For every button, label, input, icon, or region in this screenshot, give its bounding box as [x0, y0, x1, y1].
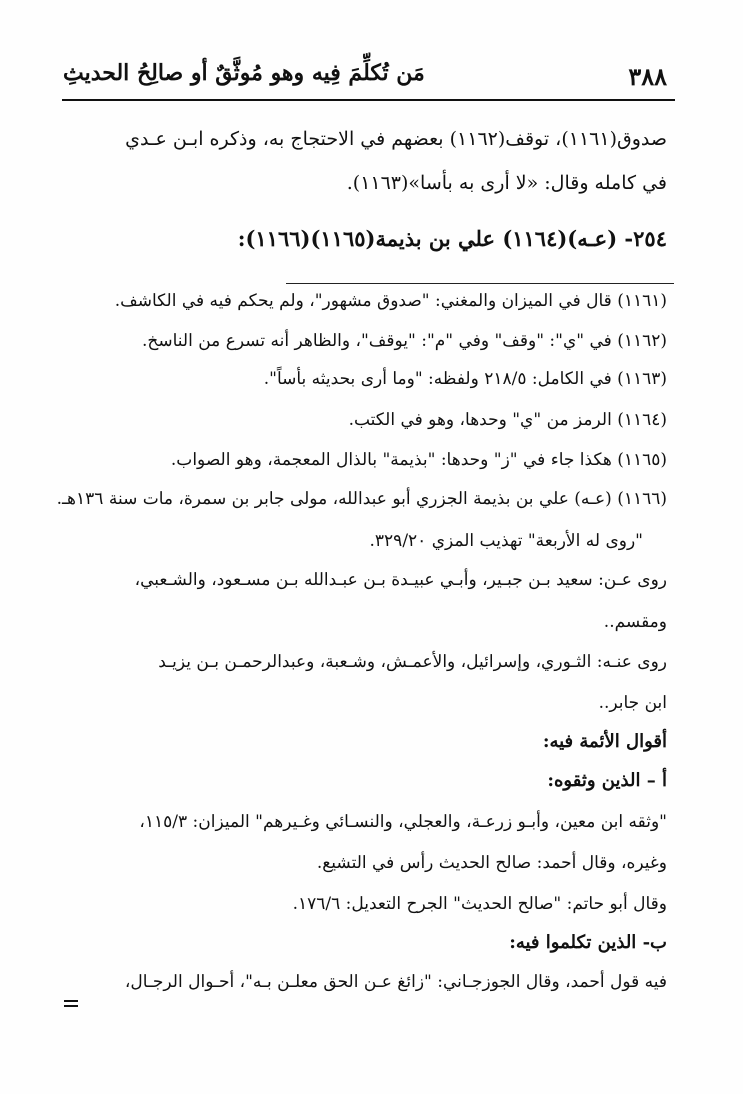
- footnote-1163: (١١٦٣) في الكامل: ٢١٨/٥ ولفظه: "وما أرى بحديثه بأساً".: [263, 369, 667, 389]
- footnote-1161: (١١٦١) قال في الميزان والمغني: "صدوق مشهور"، ولم يحكم فيه في الكاشف.: [114, 291, 667, 311]
- entry-heading: ٢٥٤- (عـه)(١١٦٤) علي بن بذيمة(١١٦٥)(١١٦٦):: [237, 226, 667, 251]
- running-title: مَن تُكلِّمَ فِيه وهو مُوثَّقٌ أو صالِحُ الحديثِ: [63, 60, 425, 86]
- footnote-separator: [286, 283, 674, 284]
- footnote-line: "وثقه ابن معين، وأبـو زرعـة، والعجلي، والنسـائي وغـيرهم" الميزان: ١١٥/٣،: [139, 812, 667, 832]
- footnote-1165: (١١٦٥) هكذا جاء في "ز" وحدها: "بذيمة" بالذال المعجمة، وهو الصواب.: [170, 450, 667, 470]
- body-line-2: في كامله وقال: «لا أرى به بأسا»(١١٦٣).: [346, 172, 667, 194]
- continuation-mark: [64, 1000, 78, 1010]
- footnote-line: ابن جابر..: [598, 693, 667, 713]
- body-line-1: صدوق(١١٦١)، توقف(١١٦٢) بعضهم في الاحتجاج به، وذكره ابـن عـدي: [125, 128, 667, 150]
- subheading-criticized: ب- الذين تكلموا فيه:: [509, 932, 667, 953]
- footnote-line: "روى له الأربعة" تهذيب المزي ٣٢٩/٢٠.: [369, 531, 643, 551]
- footnote-line: روى عـن: سعيد بـن جبـير، وأبـي عبيـدة بـن عبـدالله بـن مسـعود، والشـعبي،: [134, 570, 667, 590]
- footnote-1166: (١١٦٦) (عـه) علي بن بذيمة الجزري أبو عبدالله، مولى جابر بن سمرة، مات سنة ١٣٦هـ.: [56, 489, 667, 509]
- footnote-line: وقال أبو حاتم: "صالح الحديث" الجرح التعديل: ١٧٦/٦.: [292, 894, 667, 914]
- header-rule: [62, 99, 675, 101]
- footnote-line: فيه قول أحمد، وقال الجوزجـاني: "زائغ عـن الحق معلـن بـه"، أحـوال الرجـال،: [124, 972, 667, 992]
- footnote-line: روى عنـه: الثـوري، وإسرائيل، والأعمـش، وشـعبة، وعبدالرحمـن بـن يزيـد: [158, 652, 667, 672]
- subheading-trusted: أ – الذين وثقوه:: [547, 770, 667, 791]
- subheading-opinions: أقوال الأئمة فيه:: [542, 731, 667, 752]
- page-number: ٣٨٨: [628, 62, 667, 91]
- footnote-line: وغيره، وقال أحمد: صالح الحديث رأس في التشيع.: [316, 853, 667, 873]
- footnote-1162: (١١٦٢) في "ي": "وقف" وفي "م": "يوقف"، والظاهر أنه تسرع من الناسخ.: [142, 331, 667, 351]
- footnote-line: ومقسم..: [603, 612, 667, 632]
- footnote-1164: (١١٦٤) الرمز من "ي" وحدها، وهو في الكتب.: [348, 410, 667, 430]
